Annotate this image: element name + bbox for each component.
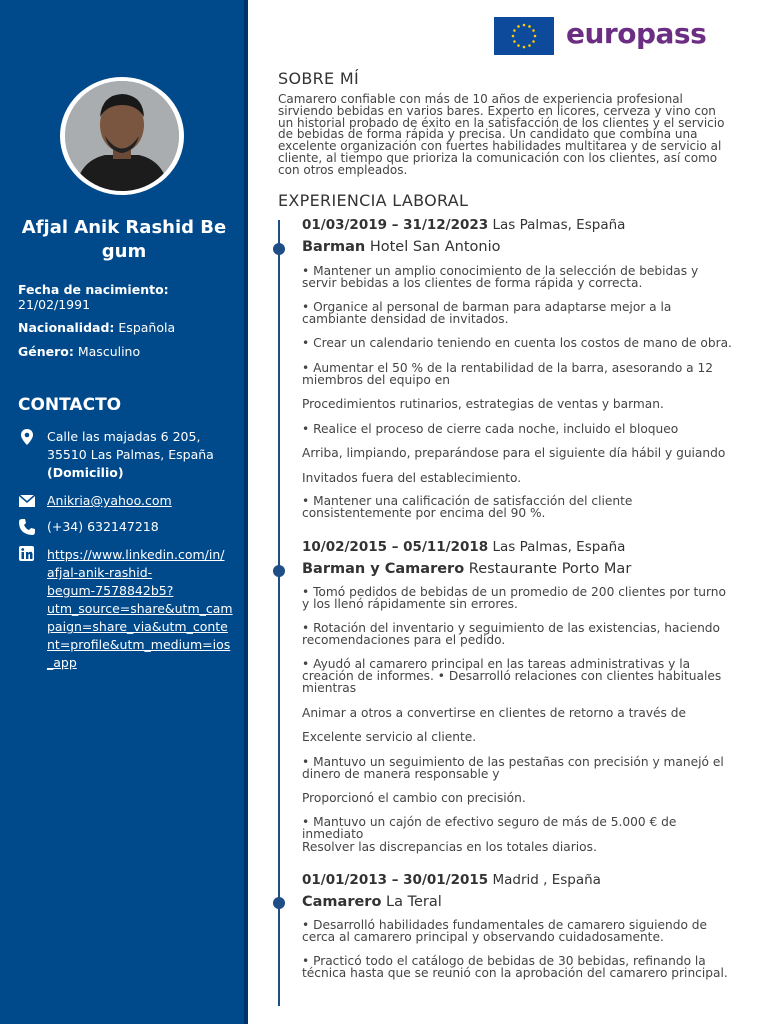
address-line-1: Calle las majadas 6 205, — [47, 429, 201, 444]
job-role: Camarero — [302, 894, 382, 910]
linkedin-line-0[interactable]: https://www.linkedin.com/in/ — [47, 547, 225, 562]
job-dates — [302, 872, 601, 888]
email-link[interactable]: Anikria@yahoo.com — [47, 493, 172, 508]
job-line: • Practicó todo el catálogo de bebidas de 30 bebidas, refinando la técnica hasta que se reunió con la aprobación del camarero principal. — [302, 954, 728, 980]
gender — [18, 344, 238, 359]
job-line: Resolver las discrepancias en los totales diarios. — [302, 840, 597, 854]
nationality-label: Nacionalidad: — [18, 320, 115, 335]
contact-title: CONTACTO — [18, 395, 122, 415]
linkedin-line-2[interactable]: begum-7578842b5? — [47, 583, 174, 598]
about-text: Camarero confiable con más de 10 años de experiencia profesional sirviendo bebidas en varios bares. Experto en licores, cerveza y vino con un historial probado de éxito en la satisfacción de los clientes y el servicio de bebidas de forma rápida y precisa. Un candidato que combina una excelente organización con fuertes habilidades multitarea y de servicio al cliente, al tiempo que prioriza la comunicación con los clientes, así como con otros empleados. — [278, 92, 725, 177]
job-employer: Hotel San Antonio — [369, 239, 501, 255]
eu-flag-icon — [494, 17, 554, 55]
flag-star — [532, 29, 535, 32]
linkedin-line-6[interactable]: _app — [47, 655, 77, 670]
flag-star — [513, 40, 516, 43]
job-dates — [302, 217, 625, 233]
flag-star — [528, 44, 531, 47]
timeline-line — [278, 220, 280, 1006]
job-line: • Desarrolló habilidades fundamentales de camarero siguiendo de cerca al camarero principal y observando cuidadosamente. — [302, 918, 708, 944]
job-line: • Mantuvo un seguimiento de las pestañas con precisión y manejó el dinero de manera responsable y — [302, 755, 724, 781]
linkedin-line-1[interactable]: afjal-anik-rashid- — [47, 565, 153, 580]
birth-date — [18, 282, 238, 312]
job-location: Las Palmas, España — [492, 217, 626, 233]
job-employer: La Teral — [386, 894, 442, 910]
person-silhouette-icon — [65, 81, 179, 191]
nationality — [18, 320, 238, 335]
job-line: • Mantener un amplio conocimiento de la selección de bebidas y servir bebidas a los clientes de forma rápida y correcta. — [302, 264, 699, 290]
job-line: Arriba, limpiando, preparándose para el siguiente día hábil y guiando — [302, 446, 726, 460]
job-title — [302, 561, 631, 577]
flag-star — [517, 25, 520, 28]
job-line: • Organice al personal de barman para adaptarse mejor a la cambiante densidad de invitados. — [302, 300, 672, 326]
job-line: Excelente servicio al cliente. — [302, 730, 477, 744]
job-line: • Rotación del inventario y seguimiento de las existencias, haciendo recomendaciones para el pedido. — [302, 621, 720, 647]
email-icon — [18, 492, 36, 510]
linkedin-line-3[interactable]: utm_source=share&utm_cam — [47, 601, 233, 616]
sidebar-edge — [244, 0, 248, 1024]
profile-photo — [60, 77, 184, 195]
timeline-dot — [273, 565, 285, 577]
job-location: Madrid , España — [492, 872, 601, 888]
avatar — [65, 81, 179, 191]
europass-logo: europass — [566, 17, 707, 50]
linkedin-icon — [18, 545, 36, 563]
flag-star — [517, 44, 520, 47]
sidebar — [0, 0, 244, 1024]
gender-value: Masculino — [77, 344, 141, 359]
flag-star — [512, 35, 515, 38]
job-line: • Ayudó al camarero principal en las tareas administrativas y la creación de informes. • Desarrolló relaciones con clientes habituales mientras — [302, 657, 722, 695]
linkedin-url[interactable] — [47, 546, 232, 672]
flag-star — [534, 35, 537, 38]
location-pin-icon — [18, 428, 36, 446]
job-line: Invitados fuera del establecimiento. — [302, 471, 522, 485]
phone-icon — [18, 518, 36, 536]
experience-title: EXPERIENCIA LABORAL — [278, 191, 469, 210]
job-line: • Tomó pedidos de bebidas de un promedio de 200 clientes por turno y los llenó rápidamente sin errores. — [302, 585, 726, 611]
job-line: • Mantuvo un cajón de efectivo seguro de más de 5.000 € de inmediato — [302, 815, 677, 841]
timeline-dot — [273, 243, 285, 255]
flag-star — [528, 25, 531, 28]
gender-label: Género: — [18, 344, 74, 359]
address-line-2: 35510 Las Palmas, España — [47, 447, 214, 462]
job-role: Barman y Camarero — [302, 561, 465, 577]
job-line: • Realice el proceso de cierre cada noche, incluido el bloqueo — [302, 422, 679, 436]
flag-star — [523, 24, 526, 27]
job-line: Animar a otros a convertirse en clientes de retorno a través de — [302, 706, 687, 720]
job-title — [302, 239, 501, 255]
job-line: • Aumentar el 50 % de la rentabilidad de la barra, asesorando a 12 miembros del equipo en — [302, 361, 714, 387]
email[interactable] — [47, 492, 232, 510]
timeline-dot — [273, 897, 285, 909]
address-tag: (Domicilio) — [47, 465, 124, 480]
job-line: • Mantener una calificación de satisfacción del cliente consistentemente por encima del 90 %. — [302, 494, 633, 520]
job-dates — [302, 539, 625, 555]
birth-value: 21/02/1991 — [18, 297, 91, 312]
job-role: Barman — [302, 239, 366, 255]
job-employer: Restaurante Porto Mar — [468, 561, 632, 577]
job-line: Proporcionó el cambio con precisión. — [302, 791, 526, 805]
address — [47, 428, 232, 482]
job-location: Las Palmas, España — [492, 539, 626, 555]
job-date-range: 10/02/2015 – 05/11/2018 — [302, 539, 489, 555]
job-title — [302, 894, 442, 910]
birth-label: Fecha de nacimiento: — [18, 282, 169, 297]
full-name: Afjal Anik Rashid Be gum — [21, 217, 227, 262]
about-title: SOBRE MÍ — [278, 69, 359, 88]
flag-star — [532, 40, 535, 43]
phone: (+34) 632147218 — [47, 519, 159, 534]
job-date-range: 01/01/2013 – 30/01/2015 — [302, 872, 489, 888]
nationality-value: Española — [118, 320, 176, 335]
job-line: • Crear un calendario teniendo en cuenta los costos de mano de obra. — [302, 336, 732, 350]
linkedin-line-4[interactable]: paign=share_via&utm_conte — [47, 619, 228, 634]
flag-star — [513, 29, 516, 32]
flag-star — [523, 46, 526, 49]
job-line: Procedimientos rutinarios, estrategias de ventas y barman. — [302, 397, 664, 411]
linkedin-line-5[interactable]: nt=profile&utm_medium=ios — [47, 637, 231, 652]
job-date-range: 01/03/2019 – 31/12/2023 — [302, 217, 489, 233]
